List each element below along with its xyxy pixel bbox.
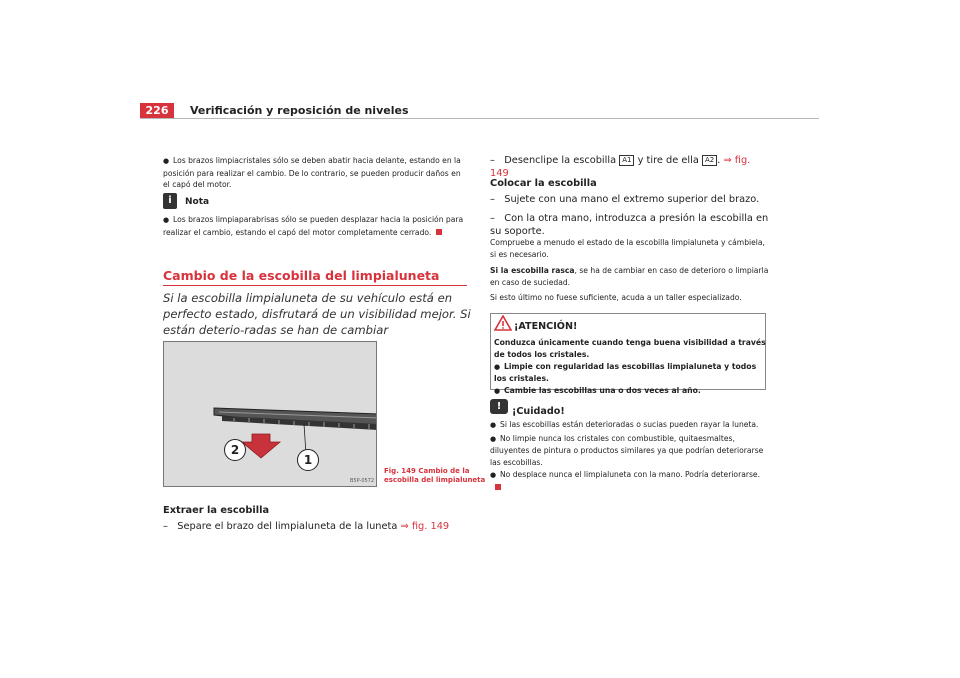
figure-wiper-illustration	[163, 341, 377, 487]
check-text: Compruebe a menudo el estado de la escobilla limpialuneta y cámbiela, si es necesario.	[490, 238, 765, 259]
rasca-text: Si la escobilla rasca, se ha de cambiar en caso de deterioro o limpiarla en caso de suciedad.	[490, 266, 769, 287]
warning-bullet: ●Cambie las escobillas una o dos veces al año.	[494, 385, 766, 398]
section-divider	[163, 285, 467, 286]
fig-reference-link[interactable]: ⇒ fig. 149	[490, 155, 751, 179]
place-step-1: – Sujete con una mano el extremo superior del brazo.	[490, 194, 760, 205]
place-step-2: – Con la otra mano, introduzca a presión la escobilla en su soporte.	[490, 213, 769, 237]
caution-title: ¡Cuidado!	[512, 406, 565, 417]
taller-text: Si esto último no fuese suficiente, acuda a un taller especializado.	[490, 293, 742, 302]
callout-box-a1: A1	[619, 155, 634, 166]
caution-icon: !	[490, 399, 508, 414]
warning-text: Conduzca únicamente cuando tenga buena visibilidad a través de todos los cristales. ●Limpie con regularidad las escobillas limpialuneta y todos los cristales. ●Cambie las escobillas una o dos veces al año.	[494, 337, 766, 398]
nota-bullet-item: ●Los brazos limpiaparabrisas sólo se pueden desplazar hacia la posición para realizar el cambio, estando el capó del motor completamente cerrado.	[163, 214, 468, 238]
caution-bullet: ●No desplace nunca el limpialuneta con la mano. Podría deteriorarse.	[490, 469, 770, 493]
page-number: 226	[140, 103, 174, 119]
header-divider	[140, 118, 819, 119]
place-heading: Colocar la escobilla	[490, 178, 597, 189]
info-icon: i	[163, 193, 177, 209]
caution-list	[490, 419, 770, 493]
end-marker-icon	[436, 229, 442, 235]
figure-code: B5P-0572	[350, 478, 375, 484]
caution-bullet: ●Si las escobillas están deterioradas o sucias pueden rayar la luneta.	[490, 419, 770, 432]
bullet-icon	[163, 155, 173, 168]
bullet-item: ●Los brazos limpiacristales sólo se deben abatir hacia delante, estando en la posición para realizar el cambio. De lo contrario, se pueden producir daños en el capó del motor.	[163, 155, 468, 191]
page-title: Verificación y reposición de niveles	[190, 104, 409, 117]
extract-heading: Extraer la escobilla	[163, 505, 270, 516]
nota-heading: Nota	[185, 197, 210, 207]
wiper-drawing	[164, 342, 377, 487]
warning-bullet: ●Limpie con regularidad las escobillas limpialuneta y todos los cristales.	[494, 361, 766, 386]
section-intro: Si la escobilla limpialuneta de su vehículo está en perfecto estado, disfrutará de un visibilidad mejor. Si están deterio-radas se han de cambiar	[163, 291, 471, 337]
warning-triangle-icon	[494, 315, 512, 331]
callout-2: 2	[224, 439, 246, 461]
unclip-step: – Desenclipe la escobilla A1 y tire de ella A2 . ⇒ fig. 149	[490, 155, 751, 179]
bullet-icon	[163, 214, 173, 227]
warning-title: ¡ATENCIÓN!	[514, 321, 578, 332]
fig-reference-link[interactable]: ⇒ fig. 149	[400, 521, 450, 532]
callout-1: 1	[297, 449, 319, 471]
extract-step: – Separe el brazo del limpialuneta de la luneta ⇒ fig. 149	[163, 521, 450, 532]
caution-bullet: ●No limpie nunca los cristales con combustible, quitaesmaltes, diluyentes de pintura o productos similares ya que podrían deteriorarse las escobillas.	[490, 433, 770, 469]
end-marker-icon	[495, 484, 501, 490]
callout-box-a2: A2	[702, 155, 717, 166]
section-title: Cambio de la escobilla del limpialuneta	[163, 268, 440, 283]
figure-caption: Fig. 149 Cambio de la escobilla del limpialuneta	[384, 467, 486, 484]
